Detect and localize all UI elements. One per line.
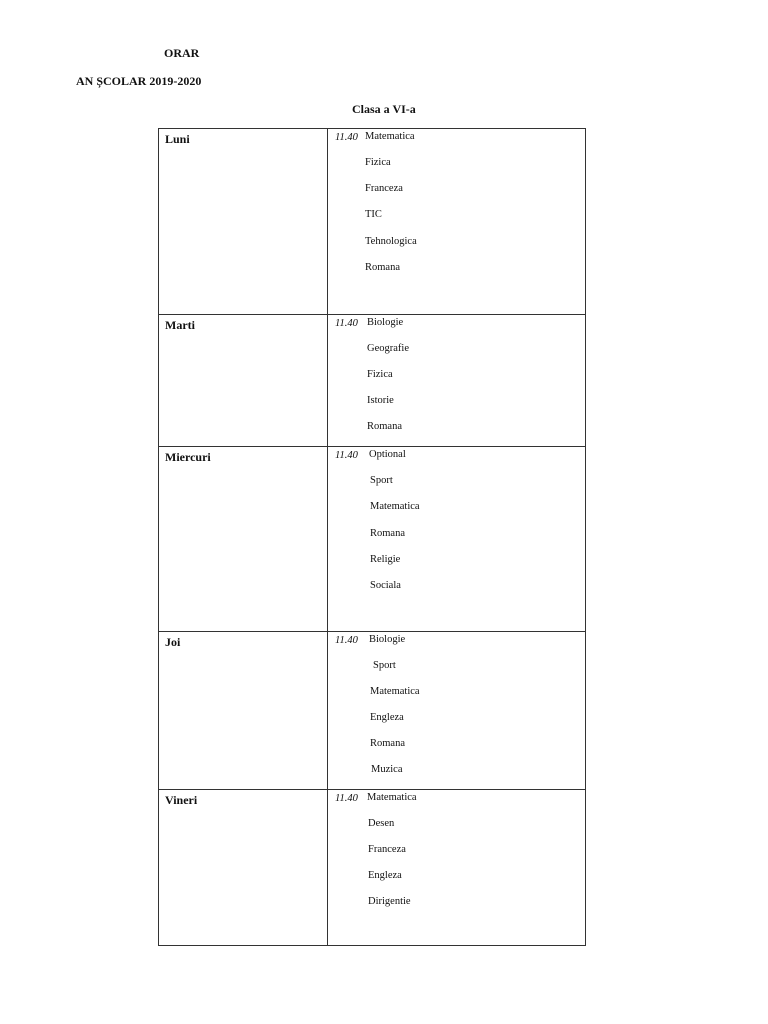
subject: Biologie — [369, 634, 406, 645]
subject: Istorie — [367, 395, 394, 406]
subject: Dirigentie — [368, 896, 411, 907]
subject: Desen — [368, 818, 395, 829]
day-row-miercuri — [159, 447, 585, 632]
subject: Muzica — [371, 764, 403, 775]
start-time: 11.40 — [335, 450, 358, 461]
start-time: 11.40 — [335, 132, 358, 143]
subject: Geografie — [367, 343, 409, 354]
column-divider — [327, 790, 328, 945]
subject: Franceza — [368, 844, 406, 855]
subject: Sport — [370, 475, 393, 486]
column-divider — [327, 447, 328, 631]
subject: Franceza — [365, 183, 403, 194]
column-divider — [327, 632, 328, 789]
subject: Romana — [365, 262, 400, 273]
school-year: AN ȘCOLAR 2019-2020 — [76, 74, 202, 88]
page-title: ORAR — [164, 46, 200, 60]
subject: Fizica — [367, 369, 393, 380]
subject: Matematica — [367, 792, 417, 803]
subject: Matematica — [370, 686, 420, 697]
column-divider — [327, 129, 328, 314]
day-name: Miercuri — [165, 450, 211, 464]
subject: Romana — [370, 528, 405, 539]
class-name: Clasa a VI-a — [352, 102, 416, 116]
subject: Sociala — [370, 580, 401, 591]
subject: TIC — [365, 209, 382, 220]
day-row-luni — [159, 129, 585, 315]
subject: Biologie — [367, 317, 404, 328]
day-name: Vineri — [165, 793, 198, 807]
subject: Tehnologica — [365, 236, 417, 247]
subject: Matematica — [365, 131, 415, 142]
start-time: 11.40 — [335, 635, 358, 646]
subject: Matematica — [370, 501, 420, 512]
subject: Romana — [367, 421, 402, 432]
subject: Sport — [373, 660, 396, 671]
subject: Romana — [370, 738, 405, 749]
day-name: Luni — [165, 132, 190, 146]
schedule-table — [158, 128, 586, 946]
column-divider — [327, 315, 328, 446]
day-row-marti — [159, 315, 585, 447]
subject: Fizica — [365, 157, 391, 168]
subject: Engleza — [368, 870, 402, 881]
subject: Religie — [370, 554, 401, 565]
start-time: 11.40 — [335, 318, 358, 329]
day-name: Marti — [165, 318, 195, 332]
day-row-joi — [159, 632, 585, 790]
day-name: Joi — [165, 635, 181, 649]
start-time: 11.40 — [335, 793, 358, 804]
subject: Optional — [369, 449, 406, 460]
subject: Engleza — [370, 712, 404, 723]
day-row-vineri — [159, 790, 585, 945]
